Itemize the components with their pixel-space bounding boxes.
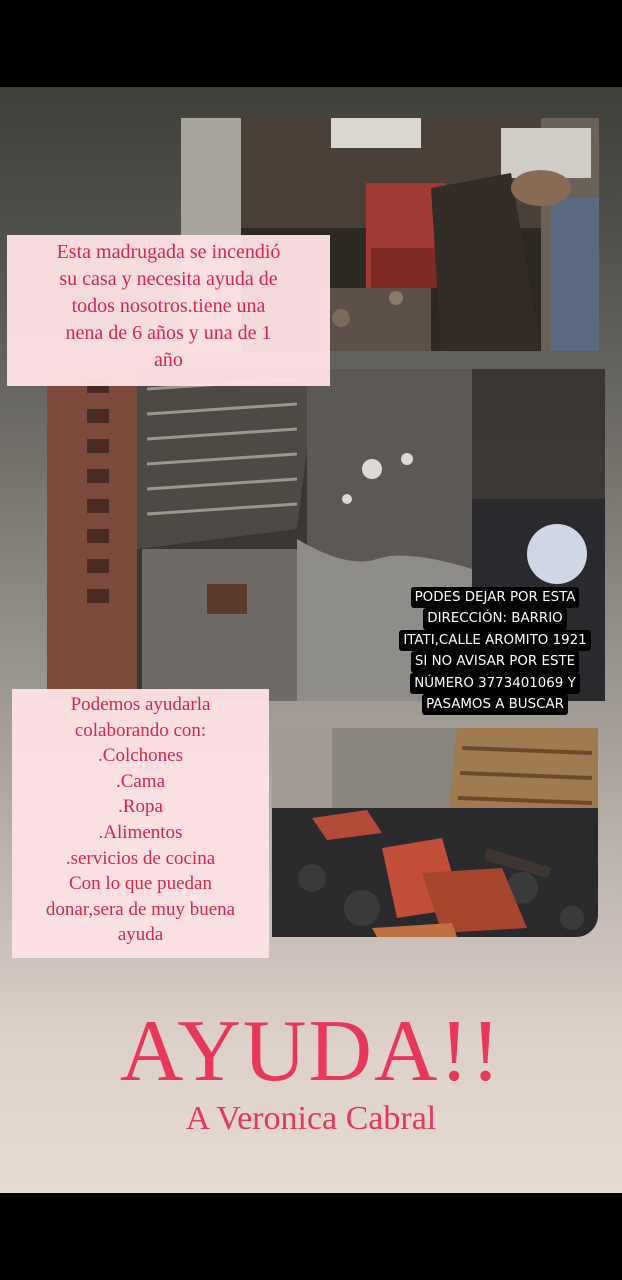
headline: AYUDA!! (119, 1003, 503, 1100)
address-line: SI NO AVISAR POR ESTE (411, 651, 579, 672)
address-line: ITATI,CALLE AROMITO 1921 (399, 630, 590, 651)
fire-note-line: Esta madrugada se incendió (56, 241, 281, 263)
fire-note-line: su casa y necesita ayuda de (59, 268, 278, 290)
subtitle: A Veronica Cabral (185, 1100, 437, 1137)
help-note-item: .servicios de cocina (65, 847, 216, 869)
fire-note-line: año (154, 349, 183, 371)
help-note-item: .Colchones (98, 745, 183, 767)
burned-debris-photo (272, 728, 598, 937)
help-note-line: colaborando con: (74, 719, 207, 741)
help-note-item: .Cama (115, 770, 166, 792)
fire-note-line: nena de 6 años y una de 1 (65, 322, 272, 344)
address-line: DIRECCIÓN: BARRIO (423, 608, 566, 629)
help-note-item: .Ropa (118, 796, 163, 818)
help-note-line: Podemos ayudarla (70, 694, 211, 715)
fire-description-note (7, 235, 330, 386)
donation-list-note (12, 689, 269, 958)
address-line: NÚMERO 3773401069 Y (410, 673, 580, 694)
help-note-line: ayuda (117, 924, 164, 946)
address-line: PASAMOS A BUSCAR (422, 694, 568, 715)
fire-note-line: todos nosotros.tiene una (71, 295, 266, 317)
story-canvas (0, 87, 622, 1193)
address-line: PODES DEJAR POR ESTA (411, 587, 580, 608)
burned-debris-image (272, 728, 598, 937)
help-note-line: Con lo que puedan (68, 873, 212, 895)
help-note-item: .Alimentos (98, 821, 183, 843)
drop-off-address-box (385, 587, 605, 715)
help-note-line: donar,sera de muy buena (45, 898, 236, 920)
